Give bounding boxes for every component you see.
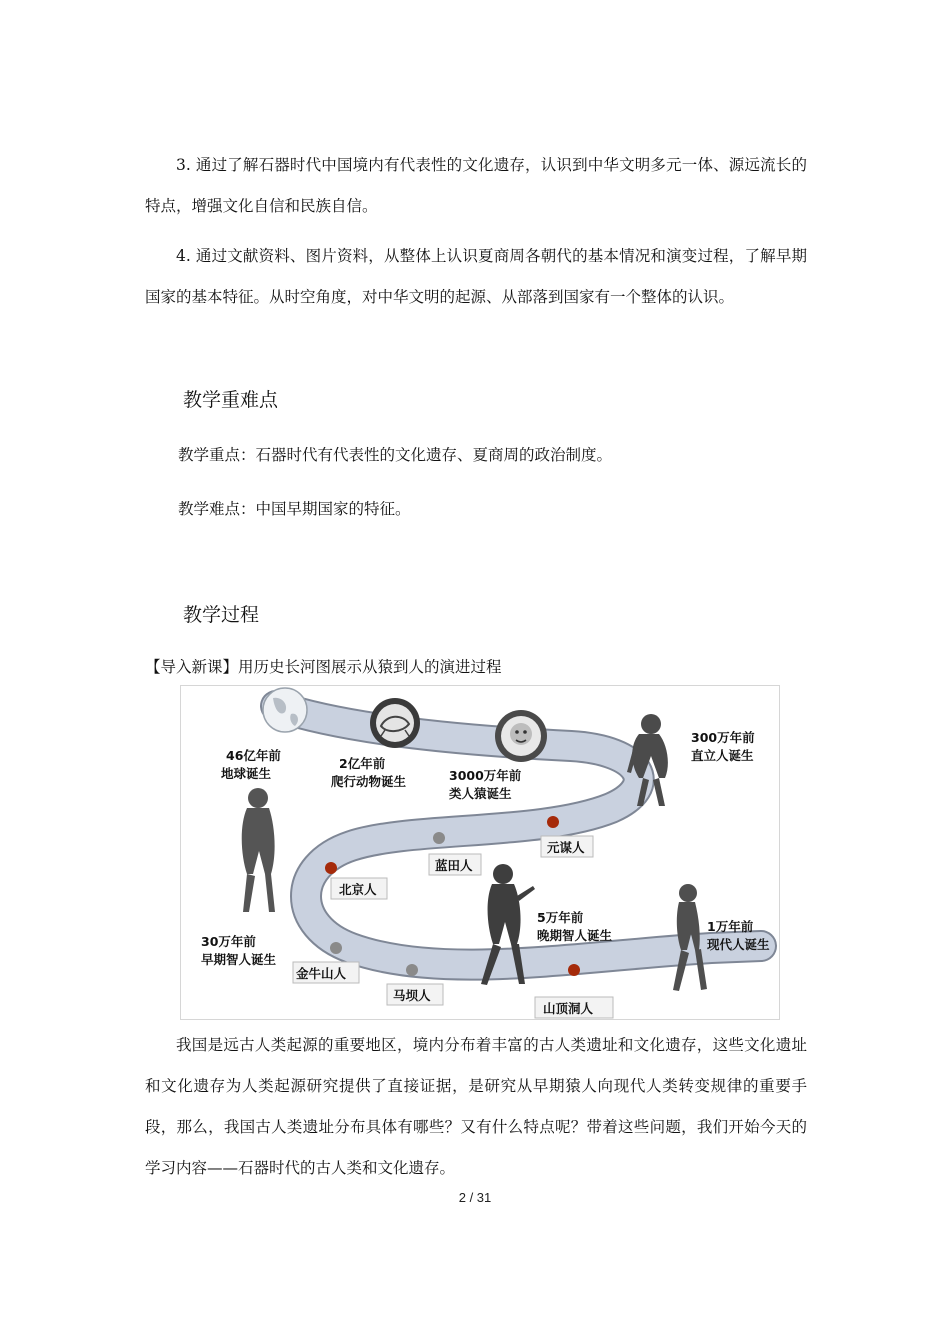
teaching-focus: 教学重点：石器时代有代表性的文化遗存、夏商周的政治制度。 [178,446,613,464]
reptile-date-label: 2亿年前 [339,756,386,771]
site-label-jinniushan: 金牛山人 [296,966,347,981]
reptile-event-label: 爬行动物诞生 [331,774,407,789]
site-dot-jinniushan [330,942,342,954]
section-heading-keypoints: 教学重难点 [183,389,279,411]
site-label-shandingdong: 山顶洞人 [543,1001,594,1016]
site-dot-yuanmou [547,816,559,828]
site-label-yuanmou: 元谋人 [547,840,585,855]
intro-bracket-label: 【导入新课】 [145,658,239,676]
erectus-date-label: 300万年前 [691,730,755,745]
early-sapiens-date-label: 30万年前 [201,934,256,949]
late-sapiens-event-label: 晚期智人诞生 [537,928,613,943]
erectus-event-label: 直立人诞生 [691,748,754,763]
site-label-lantian: 蓝田人 [435,858,473,873]
ape-date-label: 3000万年前 [449,768,522,783]
intro-text: 用历史长河图展示从猿到人的演进过程 [238,658,502,676]
site-dot-shandingdong [568,964,580,976]
page-indicator: 2 / 31 [458,1190,492,1205]
teaching-difficulty: 教学难点：中国早期国家的特征。 [178,500,411,518]
objective-3: 3. 通过了解石器时代中国境内有代表性的文化遗存，认识到中华文明多元一体、源远流长的特点，增强文化自信和民族自信。 [145,156,807,215]
ape-medallion-icon [495,710,547,762]
modern-event-label: 现代人诞生 [707,937,770,952]
site-dot-beijing [325,862,337,874]
earth-globe-icon [263,688,307,732]
objective-4: 4. 通过文献资料、图片资料，从整体上认识夏商周各朝代的基本情况和演变过程，了解早期国家的基本特征。从时空角度，对中华文明的起源、从部落到国家有一个整体的认识。 [145,247,807,306]
section-heading-process: 教学过程 [183,604,260,626]
late-sapiens-date-label: 5万年前 [537,910,584,925]
modern-date-label: 1万年前 [707,919,754,934]
site-dot-maba [406,964,418,976]
site-dot-lantian [433,832,445,844]
early-sapiens-event-label: 早期智人诞生 [201,952,277,967]
reptile-medallion-icon [370,698,420,748]
site-label-beijing: 北京人 [339,882,377,897]
site-label-maba: 马坝人 [393,988,431,1003]
earth-date-label: 46亿年前 [226,748,281,763]
intro-caption [145,655,502,677]
ape-event-label: 类人猿诞生 [449,786,512,801]
early-sapiens-figure [242,788,275,912]
earth-event-label: 地球诞生 [221,766,272,781]
evolution-river-figure [180,685,780,1020]
closing-paragraph: 我国是远古人类起源的重要地区，境内分布着丰富的古人类遗址和文化遗存，这些文化遗址和文化遗存为人类起源研究提供了直接证据，是研究从早期猿人向现代人类转变规律的重要手段，那么，我国古人类遗址分布具体有哪些？又有什么特点呢？带着这些问题，我们开始今天的学习内容——石器时代的古人类和文化遗存。 [145,1036,807,1177]
